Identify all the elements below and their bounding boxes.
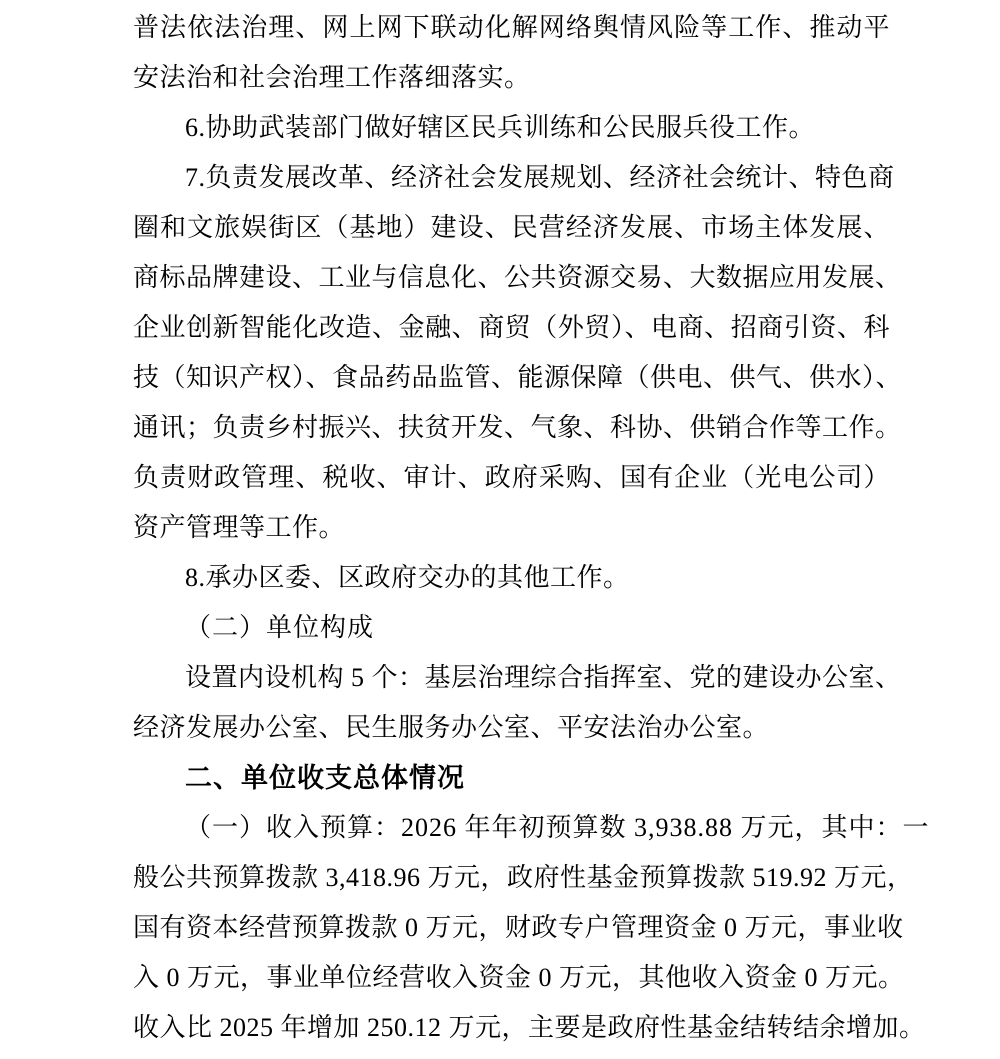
body-text-line: （一）收入预算：2026 年年初预算数 3,938.88 万元，其中：一 — [185, 813, 930, 842]
body-text-line: 经济发展办公室、民生服务办公室、平安法治办公室。 — [133, 713, 770, 742]
section-heading: 二、单位收支总体情况 — [185, 763, 465, 793]
body-text-line: 收入比 2025 年增加 250.12 万元，主要是政府性基金结转结余增加。 — [133, 1013, 926, 1042]
body-text-line: 入 0 万元，事业单位经营收入资金 0 万元，其他收入资金 0 万元。 — [133, 963, 905, 992]
body-text-line: 商标品牌建设、工业与信息化、公共资源交易、大数据应用发展、 — [133, 263, 902, 292]
body-text-line: 8.承办区委、区政府交办的其他工作。 — [185, 563, 630, 592]
body-text-line: 6.协助武装部门做好辖区民兵训练和公民服兵役工作。 — [185, 113, 816, 142]
subsection-heading: （二）单位构成 — [185, 613, 375, 642]
body-text-line: 普法依法治理、网上网下联动化解网络舆情风险等工作、推动平 — [133, 13, 890, 42]
body-text-line: 技（知识产权）、食品药品监管、能源保障（供电、供气、供水）、 — [133, 363, 903, 392]
body-text-line: 企业创新智能化改造、金融、商贸（外贸）、电商、招商引资、科 — [133, 313, 890, 342]
body-text-line: 国有资本经营预算拨款 0 万元，财政专户管理资金 0 万元，事业收 — [133, 913, 904, 942]
body-text-line: 安法治和社会治理工作落细落实。 — [133, 63, 531, 92]
body-text-line: 资产管理等工作。 — [133, 513, 346, 542]
document-text-block — [133, 3, 930, 1053]
body-text-line: 负责财政管理、税收、审计、政府采购、国有企业（光电公司） — [133, 463, 890, 492]
body-text-line: 圈和文旅娱街区（基地）建设、民营经济发展、市场主体发展、 — [133, 213, 890, 242]
body-text-line: 通讯；负责乡村振兴、扶贫开发、气象、科协、供销合作等工作。 — [133, 413, 902, 442]
body-text-line: 设置内设机构 5 个：基层治理综合指挥室、党的建设办公室、 — [185, 663, 902, 692]
body-text-line: 般公共预算拨款 3,418.96 万元，政府性基金预算拨款 519.92 万元， — [133, 863, 914, 892]
body-text-line: 7.负责发展改革、经济社会发展规划、经济社会统计、特色商 — [185, 163, 895, 192]
